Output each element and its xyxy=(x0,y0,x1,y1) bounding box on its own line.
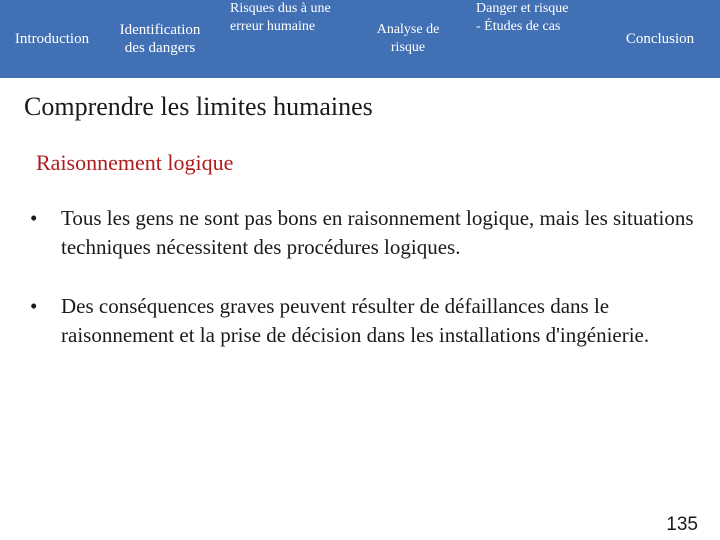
bullet-list xyxy=(26,204,696,350)
nav-tab-label-line-2: risque xyxy=(390,40,426,55)
bullet-item xyxy=(26,292,696,350)
bullet-text: Des conséquences graves peuvent résulter de défaillances dans le raisonnement et la prise de décision dans les installations d'ingénierie. xyxy=(61,294,650,347)
bullet-icon: • xyxy=(30,294,38,318)
nav-tab-danger-et-risque-etudes-de-cas[interactable] xyxy=(476,0,606,78)
nav-tab-label-line-1: Risques dus à une xyxy=(230,1,331,16)
nav-tab-label-line-1: Identification xyxy=(119,22,201,38)
nav-tab-label-line-1: Danger et risque xyxy=(476,1,569,16)
nav-tab-label-line-2: - Études de cas xyxy=(476,19,561,34)
section-subtitle: Raisonnement logique xyxy=(36,150,234,175)
page-number: 135 xyxy=(666,514,698,535)
nav-tab-label-line-2: des dangers xyxy=(124,40,196,56)
bullet-icon: • xyxy=(30,206,38,230)
top-navigation-bar xyxy=(0,0,720,78)
nav-tab-label: Introduction xyxy=(14,31,90,47)
bullet-text: Tous les gens ne sont pas bons en raisonnement logique, mais les situations techniques nécessitent des procédures logiques. xyxy=(61,206,694,259)
nav-tab-identification-des-dangers[interactable] xyxy=(106,0,214,78)
nav-tab-label-line-1: Analyse de xyxy=(376,22,440,37)
slide-title: Comprendre les limites humaines xyxy=(24,92,373,121)
bullet-item xyxy=(26,204,696,262)
nav-tab-conclusion[interactable] xyxy=(614,0,706,78)
nav-tab-label-line-2: erreur humaine xyxy=(230,19,316,34)
nav-tab-risques-erreur-humaine[interactable] xyxy=(230,0,360,78)
nav-tab-analyse-de-risque[interactable] xyxy=(358,0,458,78)
nav-tab-introduction[interactable] xyxy=(0,0,104,78)
nav-tab-label: Conclusion xyxy=(625,31,695,47)
